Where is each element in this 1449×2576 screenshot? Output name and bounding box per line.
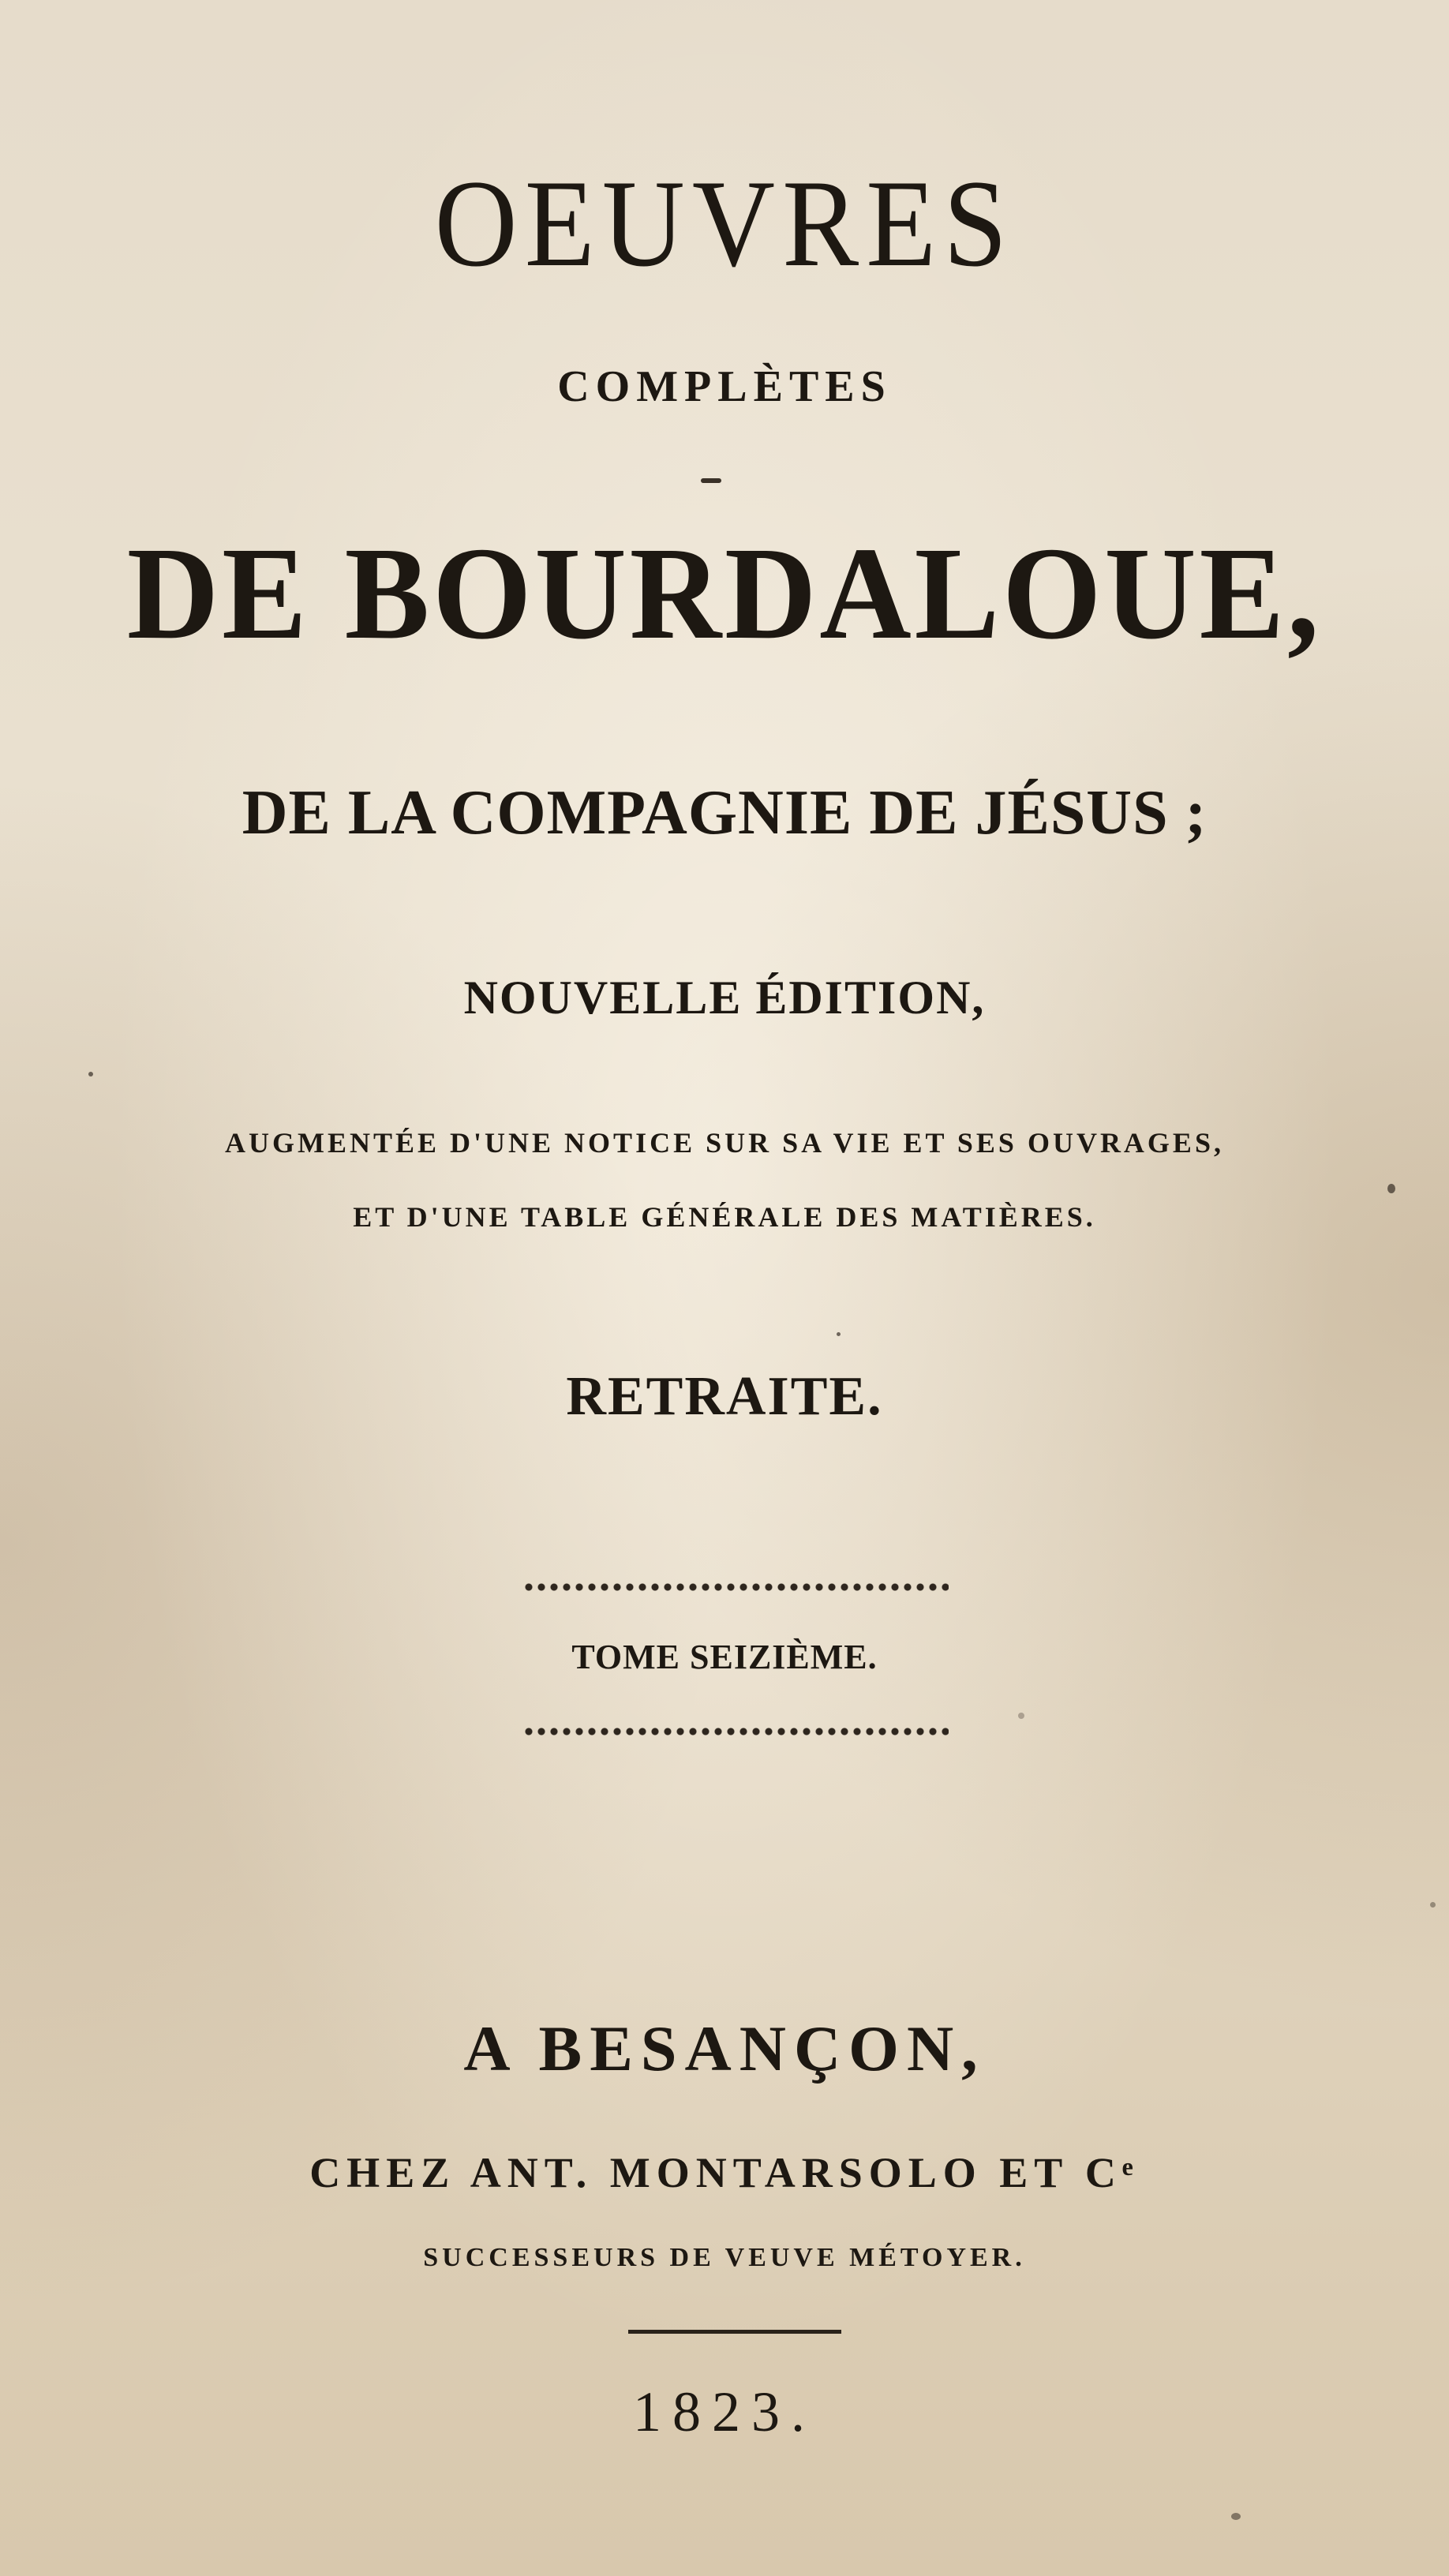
- ornamental-rule-bottom: [522, 1727, 949, 1736]
- publication-year: 1823.: [633, 2380, 816, 2443]
- imprint-city: A BESANÇON,: [463, 2012, 986, 2084]
- imprint-rule: [628, 2330, 841, 2334]
- work-subtitle: COMPLÈTES: [557, 362, 892, 411]
- imprint-printer: CHEZ ANT. MONTARSOLO ET Cᵉ: [309, 2149, 1140, 2196]
- work-title: OEUVRES: [434, 155, 1015, 293]
- augmentation-line-2: ET D'UNE TABLE GÉNÉRALE DES MATIÈRES.: [353, 1201, 1096, 1233]
- author-society: DE LA COMPAGNIE DE JÉSUS ;: [242, 778, 1208, 848]
- volume-number: TOME SEIZIÈME.: [571, 1638, 878, 1676]
- author-name: DE BOURDALOUE,: [126, 520, 1323, 667]
- augmentation-line-1: AUGMENTÉE D'UNE NOTICE SUR SA VIE ET SES OUVRAGES,: [225, 1127, 1224, 1159]
- ornamental-rule-top: [522, 1582, 949, 1592]
- edition-statement: NOUVELLE ÉDITION,: [463, 972, 986, 1024]
- imprint-successors: SUCCESSEURS DE VEUVE MÉTOYER.: [423, 2243, 1026, 2272]
- section-title: RETRAITE.: [566, 1366, 883, 1427]
- ornament-dash: [701, 478, 721, 483]
